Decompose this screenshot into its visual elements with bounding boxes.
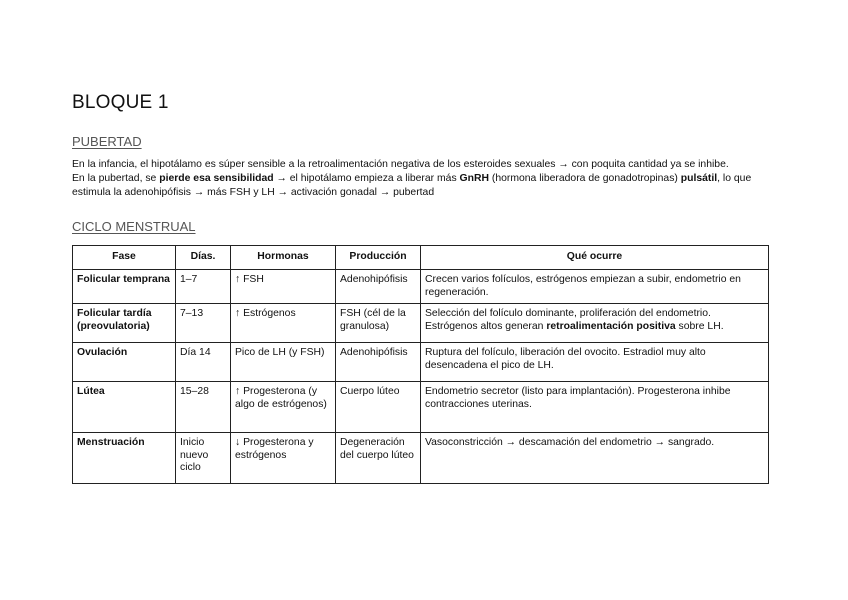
section-heading-ciclo: CICLO MENSTRUAL (72, 219, 196, 234)
cell-fase: Lútea (73, 382, 176, 433)
text-run: Ruptura del folículo, liberación del ovocito. Estradiol muy alto desencadena el pico de LH. (425, 347, 706, 371)
table-row (73, 304, 769, 343)
table-header-row (73, 246, 769, 270)
cell-dias: 15–28 (176, 382, 231, 433)
document-page (72, 92, 772, 484)
table-row (73, 382, 769, 433)
cell-hormonas: ↑ FSH (231, 270, 336, 304)
text-run: Vasoconstricción → descamación del endometrio → sangrado. (425, 437, 715, 449)
cell-que-ocurre (421, 304, 769, 343)
cell-dias: Inicio nuevo ciclo (176, 433, 231, 484)
cell-fase: Folicular tardía (preovulatoria) (73, 304, 176, 343)
cell-que-ocurre (421, 270, 769, 304)
cell-fase: Menstruación (73, 433, 176, 484)
cell-hormonas: ↑ Progesterona (y algo de estrógenos) (231, 382, 336, 433)
text-run: Crecen varios folículos, estrógenos empiezan a subir, endometrio en regeneración. (425, 274, 741, 298)
cell-que-ocurre (421, 382, 769, 433)
pubertad-paragraph-1: En la infancia, el hipotálamo es súper sensible a la retroalimentación negativa de los esteroides sexuales → con poquita cantidad ya se inhibe. (72, 159, 729, 170)
cell-hormonas: Pico de LH (y FSH) (231, 343, 336, 382)
cell-dias: 7–13 (176, 304, 231, 343)
cell-dias: Día 14 (176, 343, 231, 382)
ciclo-table (72, 245, 769, 484)
column-header-fase: Fase (73, 246, 176, 270)
column-header-hormonas: Hormonas (231, 246, 336, 270)
cell-que-ocurre (421, 433, 769, 484)
text-run: En la pubertad, se (72, 173, 160, 184)
cell-fase: Ovulación (73, 343, 176, 382)
column-header-produccion: Producción (336, 246, 421, 270)
bold-text: GnRH (459, 173, 489, 184)
bold-text: pulsátil (680, 173, 718, 184)
cell-hormonas: ↓ Progesterona y estrógenos (231, 433, 336, 484)
text-run: sobre LH. (675, 320, 724, 332)
cell-que-ocurre (421, 343, 769, 382)
text-run: → el hipotálamo empieza a liberar más (273, 173, 460, 184)
cell-dias: 1–7 (176, 270, 231, 304)
text-run: , lo que estimula la adenohipófisis → más FSH y LH → activación gonadal → pubertad (72, 173, 752, 198)
text-run: Endometrio secretor (listo para implantación). Progesterona inhibe contracciones uterinas. (425, 386, 731, 410)
cell-fase: Folicular temprana (73, 270, 176, 304)
cell-produccion: Degeneración del cuerpo lúteo (336, 433, 421, 484)
section-heading-pubertad: PUBERTAD (72, 134, 142, 149)
cell-produccion: FSH (cél de la granulosa) (336, 304, 421, 343)
text-run: (hormona liberadora de gonadotropinas) (488, 173, 681, 184)
cell-produccion: Cuerpo lúteo (336, 382, 421, 433)
cell-produccion: Adenohipófisis (336, 270, 421, 304)
table-row (73, 343, 769, 382)
table-row (73, 433, 769, 484)
bold-text: pierde esa sensibilidad (159, 173, 274, 184)
pubertad-paragraph-2 (72, 172, 772, 200)
column-header-dias: Días. (176, 246, 231, 270)
page-title: BLOQUE 1 (72, 92, 169, 113)
bold-text: retroalimentación positiva (546, 320, 676, 332)
cell-hormonas: ↑ Estrógenos (231, 304, 336, 343)
table-row (73, 270, 769, 304)
text-run: Selección del folículo dominante, proliferación del endometrio. Estrógenos altos generan (425, 308, 711, 332)
cell-produccion: Adenohipófisis (336, 343, 421, 382)
column-header-que-ocurre: Qué ocurre (421, 246, 769, 270)
